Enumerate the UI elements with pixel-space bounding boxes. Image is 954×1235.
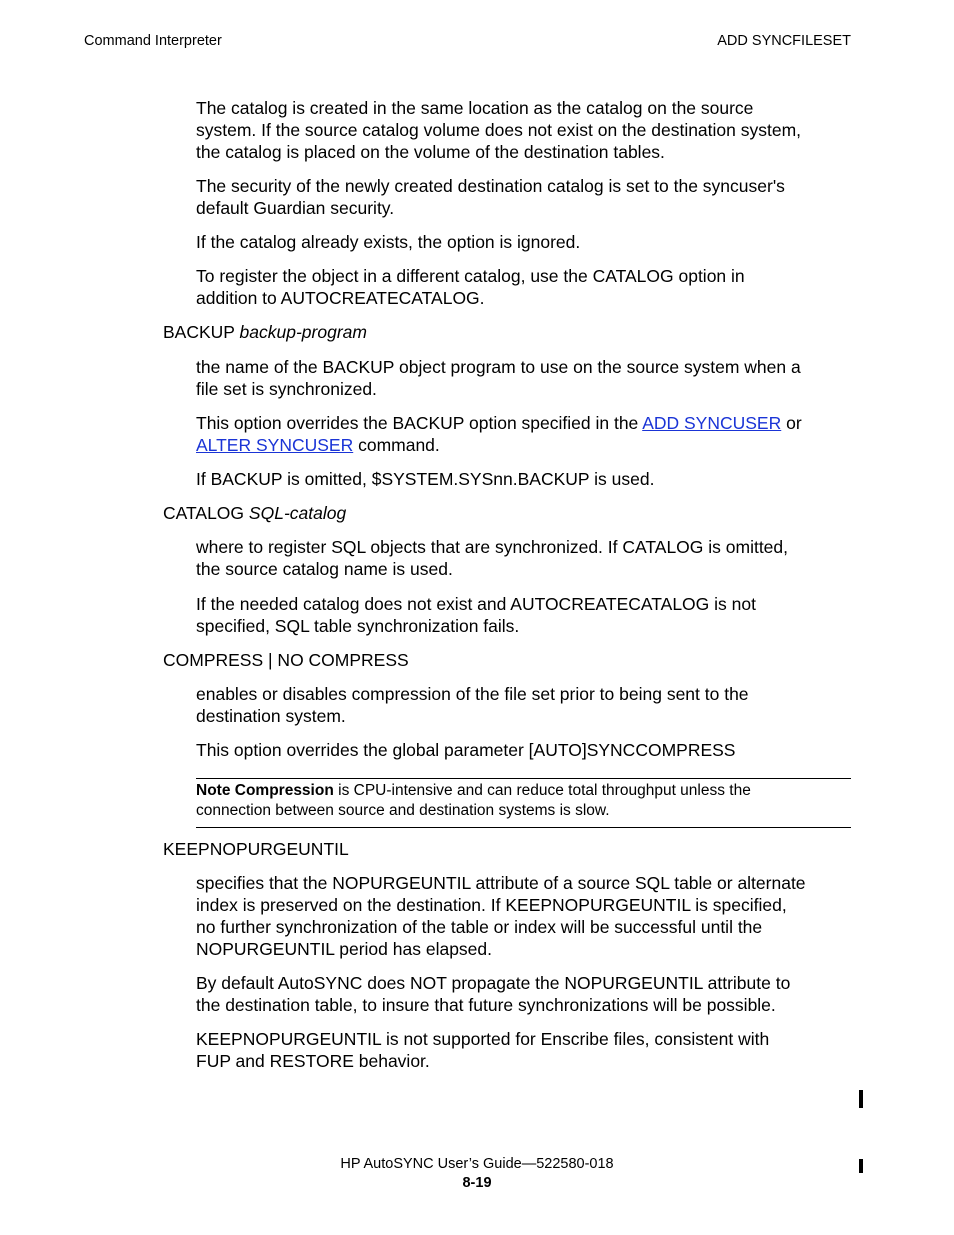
note-line: connection between source and destination systems is slow.	[196, 802, 610, 819]
paragraph-line: To register the object in a different catalog, use the CATALOG option in	[196, 266, 745, 286]
paragraph-line: If the catalog already exists, the option is ignored.	[196, 232, 581, 252]
paragraph-line: system. If the source catalog volume does not exist on the destination system,	[196, 120, 802, 140]
term-argument: backup-program	[239, 322, 367, 342]
paragraph-line: specifies that the NOPURGEUNTIL attribute of a source SQL table or alternate	[196, 873, 806, 893]
paragraph-line: By default AutoSYNC does NOT propagate the NOPURGEUNTIL attribute to	[196, 973, 791, 993]
paragraph-line: default Guardian security.	[196, 198, 395, 218]
paragraph-line: enables or disables compression of the file set prior to being sent to the	[196, 684, 749, 704]
paragraph-line	[196, 434, 440, 456]
paragraph-line: If the needed catalog does not exist and AUTOCREATECATALOG is not	[196, 594, 756, 614]
paragraph-line: This option overrides the global parameter [AUTO]SYNCCOMPRESS	[196, 740, 736, 760]
term-catalog	[163, 502, 346, 524]
paragraph-line: The security of the newly created destination catalog is set to the syncuser's	[196, 176, 785, 196]
paragraph-line: specified, SQL table synchronization fails.	[196, 616, 520, 636]
paragraph-line: where to register SQL objects that are synchronized. If CATALOG is omitted,	[196, 537, 789, 557]
paragraph-line: KEEPNOPURGEUNTIL is not supported for Enscribe files, consistent with	[196, 1029, 770, 1049]
paragraph-line: The catalog is created in the same location as the catalog on the source	[196, 98, 754, 118]
term-keyword: BACKUP	[163, 322, 235, 342]
paragraph-line: the catalog is placed on the volume of the destination tables.	[196, 142, 665, 162]
paragraph-line: FUP and RESTORE behavior.	[196, 1051, 430, 1071]
text-run: is CPU-intensive and can reduce total throughput unless the	[333, 782, 751, 799]
paragraph-line: destination system.	[196, 706, 346, 726]
page-number: 8-19	[462, 1175, 492, 1191]
header-command-name: ADD SYNCFILESET	[717, 33, 851, 49]
text-run: command.	[353, 435, 440, 455]
term-keyword: CATALOG	[163, 503, 245, 523]
add-syncuser-link[interactable]: ADD SYNCUSER	[642, 413, 782, 433]
text-run: or	[781, 413, 802, 433]
paragraph-line: the source catalog name is used.	[196, 559, 453, 579]
term-keepnopurgeuntil: KEEPNOPURGEUNTIL	[163, 839, 349, 859]
paragraph-line: NOPURGEUNTIL period has elapsed.	[196, 939, 493, 959]
change-bar	[859, 1090, 863, 1108]
term-backup	[163, 321, 367, 343]
footer-title: HP AutoSYNC User’s Guide—522580-018	[340, 1156, 614, 1172]
paragraph-line	[196, 412, 802, 434]
paragraph-line: the destination table, to insure that future synchronizations will be possible.	[196, 995, 776, 1015]
note-box	[196, 778, 851, 828]
paragraph-line: addition to AUTOCREATECATALOG.	[196, 288, 485, 308]
header-section-title: Command Interpreter	[84, 33, 222, 49]
alter-syncuser-link[interactable]: ALTER SYNCUSER	[196, 435, 354, 455]
paragraph-line: If BACKUP is omitted, $SYSTEM.SYSnn.BACKUP is used.	[196, 469, 655, 489]
term-compress: COMPRESS | NO COMPRESS	[163, 650, 409, 670]
paragraph-line: no further synchronization of the table or index will be successful until the	[196, 917, 763, 937]
paragraph-line: file set is synchronized.	[196, 379, 377, 399]
text-run: This option overrides the BACKUP option specified in the	[196, 413, 643, 433]
note-line	[196, 781, 751, 801]
term-argument: SQL-catalog	[248, 503, 347, 523]
paragraph-line: the name of the BACKUP object program to use on the source system when a	[196, 357, 801, 377]
paragraph-line: index is preserved on the destination. If KEEPNOPURGEUNTIL is specified,	[196, 895, 787, 915]
note-label: Note Compression	[196, 782, 334, 799]
